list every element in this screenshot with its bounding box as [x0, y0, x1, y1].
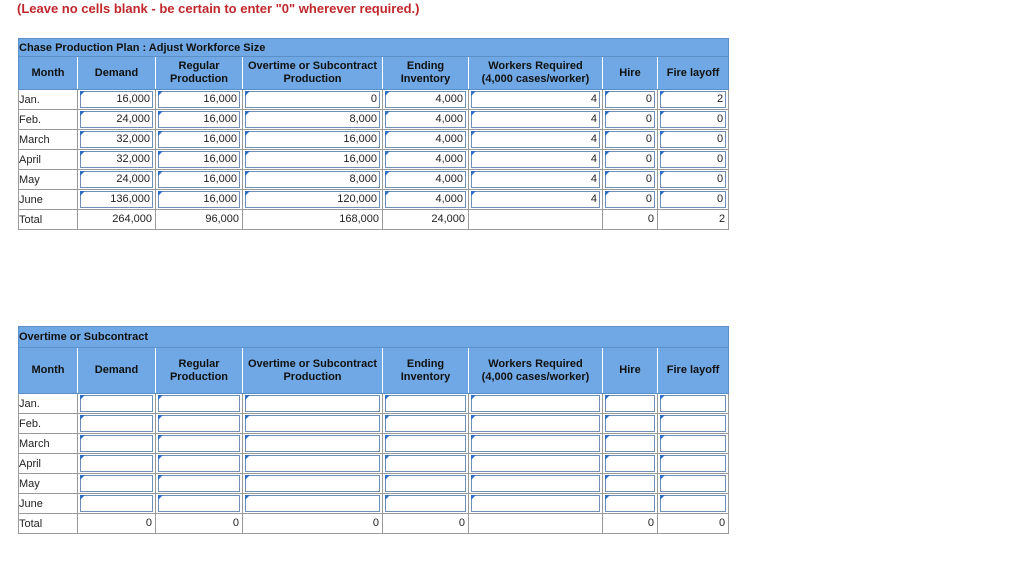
- month-label: April: [19, 454, 78, 474]
- workers-required-input[interactable]: [471, 395, 600, 412]
- table-row: [19, 434, 729, 454]
- hire-input[interactable]: [605, 475, 655, 492]
- ending-inventory-input[interactable]: 4,000: [385, 91, 466, 108]
- column-header: Overtime or Subcontract Production: [243, 348, 383, 394]
- overtime-production-input[interactable]: [245, 435, 380, 452]
- workers-required-input[interactable]: [471, 415, 600, 432]
- table-row: [19, 494, 729, 514]
- regular-production-input[interactable]: [158, 415, 240, 432]
- hire-input[interactable]: 0: [605, 111, 655, 128]
- month-label: March: [19, 434, 78, 454]
- overtime-subcontract-table: [18, 326, 729, 534]
- ending-inventory-input[interactable]: [385, 455, 466, 472]
- hire-input[interactable]: 0: [605, 131, 655, 148]
- column-header: Hire: [603, 57, 658, 90]
- fire-layoff-input[interactable]: [660, 395, 726, 412]
- overtime-production-input[interactable]: 0: [245, 91, 380, 108]
- total-label: Total: [19, 210, 78, 230]
- ending-inventory-input[interactable]: [385, 475, 466, 492]
- regular-production-total: 96,000: [205, 213, 239, 225]
- table-row: [19, 190, 729, 210]
- regular-production-input[interactable]: [158, 395, 240, 412]
- ending-inventory-input[interactable]: 4,000: [385, 151, 466, 168]
- month-label: May: [19, 474, 78, 494]
- overtime-production-input[interactable]: 8,000: [245, 111, 380, 128]
- regular-production-input[interactable]: 16,000: [158, 171, 240, 188]
- table-title: Chase Production Plan : Adjust Workforce Size: [19, 39, 729, 57]
- ending-inventory-input[interactable]: 4,000: [385, 191, 466, 208]
- hire-input[interactable]: 0: [605, 151, 655, 168]
- hire-input[interactable]: [605, 495, 655, 512]
- overtime-production-total: 0: [372, 517, 379, 529]
- fire-layoff-input[interactable]: [660, 495, 726, 512]
- month-label: May: [19, 170, 78, 190]
- fire-layoff-input[interactable]: [660, 475, 726, 492]
- workers-required-input[interactable]: 4: [471, 191, 600, 208]
- chase-plan-table: [18, 38, 729, 230]
- total-row: [19, 210, 729, 230]
- regular-production-input[interactable]: 16,000: [158, 191, 240, 208]
- demand-input[interactable]: [80, 395, 153, 412]
- fire-layoff-input[interactable]: 0: [660, 151, 726, 168]
- fire-layoff-input[interactable]: 0: [660, 171, 726, 188]
- fire-layoff-input[interactable]: 2: [660, 91, 726, 108]
- regular-production-input[interactable]: 16,000: [158, 131, 240, 148]
- overtime-production-input[interactable]: [245, 395, 380, 412]
- column-header: Workers Required (4,000 cases/worker): [469, 348, 603, 394]
- hire-input[interactable]: [605, 395, 655, 412]
- column-header: Overtime or Subcontract Production: [243, 57, 383, 90]
- workers-required-input[interactable]: [471, 495, 600, 512]
- overtime-production-input[interactable]: 16,000: [245, 131, 380, 148]
- month-label: Feb.: [19, 414, 78, 434]
- regular-production-input[interactable]: [158, 435, 240, 452]
- demand-input[interactable]: [80, 495, 153, 512]
- demand-input[interactable]: 16,000: [80, 91, 153, 108]
- overtime-production-input[interactable]: 16,000: [245, 151, 380, 168]
- column-header: Workers Required (4,000 cases/worker): [469, 57, 603, 90]
- workers-required-input[interactable]: 4: [471, 131, 600, 148]
- fire-layoff-total: 2: [718, 213, 726, 225]
- ending-inventory-input[interactable]: 4,000: [385, 111, 466, 128]
- ending-inventory-input[interactable]: [385, 435, 466, 452]
- column-header: Demand: [78, 348, 156, 394]
- table-row: [19, 150, 729, 170]
- fire-layoff-input[interactable]: [660, 415, 726, 432]
- demand-input[interactable]: [80, 475, 153, 492]
- workers-required-input[interactable]: [471, 455, 600, 472]
- fire-layoff-input[interactable]: 0: [660, 191, 726, 208]
- column-header: Fire layoff: [658, 348, 729, 394]
- fire-layoff-total: 0: [718, 517, 726, 529]
- table-row: [19, 170, 729, 190]
- table-row: [19, 474, 729, 494]
- overtime-production-total: 168,000: [339, 213, 379, 225]
- table-row: [19, 454, 729, 474]
- month-label: Jan.: [19, 394, 78, 414]
- ending-inventory-total: 24,000: [431, 213, 465, 225]
- overtime-production-input[interactable]: [245, 415, 380, 432]
- regular-production-input[interactable]: [158, 475, 240, 492]
- regular-production-input[interactable]: 16,000: [158, 111, 240, 128]
- column-header: Regular Production: [156, 57, 243, 90]
- fire-layoff-input[interactable]: [660, 455, 726, 472]
- ending-inventory-input[interactable]: [385, 395, 466, 412]
- workers-required-input[interactable]: [471, 435, 600, 452]
- demand-input[interactable]: 32,000: [80, 131, 153, 148]
- column-header: Fire layoff: [658, 57, 729, 90]
- regular-production-total: 0: [232, 517, 239, 529]
- total-row: [19, 514, 729, 534]
- workers-required-input[interactable]: 4: [471, 171, 600, 188]
- total-label: Total: [19, 514, 78, 534]
- regular-production-input[interactable]: [158, 455, 240, 472]
- month-label: April: [19, 150, 78, 170]
- demand-input[interactable]: [80, 455, 153, 472]
- ending-inventory-input[interactable]: [385, 415, 466, 432]
- column-header: Regular Production: [156, 348, 243, 394]
- demand-input[interactable]: 24,000: [80, 171, 153, 188]
- demand-total: 264,000: [112, 213, 152, 225]
- hire-input[interactable]: 0: [605, 91, 655, 108]
- demand-total: 0: [145, 517, 152, 529]
- hire-input[interactable]: [605, 435, 655, 452]
- workers-required-input[interactable]: 4: [471, 91, 600, 108]
- overtime-production-input[interactable]: [245, 495, 380, 512]
- fire-layoff-input[interactable]: [660, 435, 726, 452]
- table-title: Overtime or Subcontract: [19, 327, 729, 348]
- overtime-production-input[interactable]: 120,000: [245, 191, 380, 208]
- hire-input[interactable]: [605, 455, 655, 472]
- month-label: Jan.: [19, 90, 78, 110]
- column-header: Ending Inventory: [383, 57, 469, 90]
- workers-required-input[interactable]: [471, 475, 600, 492]
- hire-total: 0: [647, 517, 654, 529]
- overtime-production-input[interactable]: 8,000: [245, 171, 380, 188]
- table-row: [19, 110, 729, 130]
- demand-input[interactable]: 32,000: [80, 151, 153, 168]
- month-label: June: [19, 190, 78, 210]
- hire-total: 0: [647, 213, 654, 225]
- column-header: Hire: [603, 348, 658, 394]
- table-row: [19, 394, 729, 414]
- demand-input[interactable]: [80, 435, 153, 452]
- demand-input[interactable]: [80, 415, 153, 432]
- month-label: June: [19, 494, 78, 514]
- table-row: [19, 90, 729, 110]
- column-header: Demand: [78, 57, 156, 90]
- table-row: [19, 414, 729, 434]
- hire-input[interactable]: 0: [605, 171, 655, 188]
- demand-input[interactable]: 136,000: [80, 191, 153, 208]
- workers-required-input[interactable]: 4: [471, 151, 600, 168]
- regular-production-input[interactable]: 16,000: [158, 91, 240, 108]
- ending-inventory-input[interactable]: [385, 495, 466, 512]
- column-header: Month: [19, 57, 78, 90]
- column-header: Month: [19, 348, 78, 394]
- overtime-production-input[interactable]: [245, 455, 380, 472]
- workers-required-input[interactable]: 4: [471, 111, 600, 128]
- overtime-production-input[interactable]: [245, 475, 380, 492]
- month-label: March: [19, 130, 78, 150]
- instruction-text: (Leave no cells blank - be certain to enter "0" wherever required.): [17, 1, 420, 16]
- column-header: Ending Inventory: [383, 348, 469, 394]
- fire-layoff-input[interactable]: 0: [660, 131, 726, 148]
- ending-inventory-input[interactable]: 4,000: [385, 171, 466, 188]
- ending-inventory-total: 0: [458, 517, 465, 529]
- regular-production-input[interactable]: [158, 495, 240, 512]
- demand-input[interactable]: 24,000: [80, 111, 153, 128]
- ending-inventory-input[interactable]: 4,000: [385, 131, 466, 148]
- table-row: [19, 130, 729, 150]
- hire-input[interactable]: 0: [605, 191, 655, 208]
- regular-production-input[interactable]: 16,000: [158, 151, 240, 168]
- fire-layoff-input[interactable]: 0: [660, 111, 726, 128]
- month-label: Feb.: [19, 110, 78, 130]
- hire-input[interactable]: [605, 415, 655, 432]
